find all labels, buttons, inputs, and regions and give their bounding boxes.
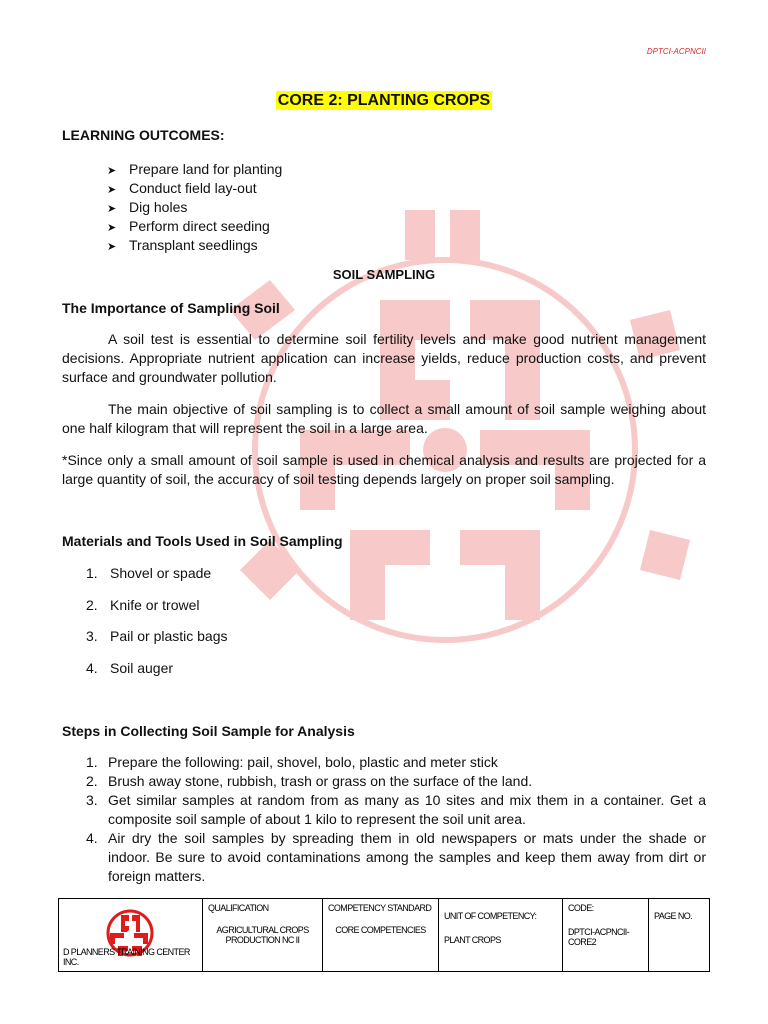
footer-table [58, 898, 710, 972]
title-block [0, 92, 768, 110]
learning-outcomes-heading: LEARNING OUTCOMES: [62, 127, 225, 143]
qualification-label: QUALIFICATION [208, 903, 269, 913]
list-item: 3. Get similar samples at random from as many as 10 sites and mix them in a container. Get a composite soil sample of about 1 kilo to represent the soil unit area. [86, 792, 706, 827]
page-title: CORE 2: PLANTING CROPS [277, 92, 491, 109]
section-title-soil-sampling: SOIL SAMPLING [332, 267, 436, 282]
page-number-label: PAGE NO. [654, 911, 693, 921]
page-number-cell [649, 899, 710, 972]
code-cell [563, 899, 649, 972]
arrow-bullet-icon: ➤ [107, 203, 117, 215]
code-label: CODE: [568, 903, 594, 913]
steps-list [62, 753, 706, 886]
arrow-bullet-icon: ➤ [107, 241, 117, 253]
list-item: 1. Shovel or spade [86, 565, 212, 581]
unit-cell [439, 899, 563, 972]
list-item: 2. Brush away stone, rubbish, trash or grass on the surface of the land. [86, 773, 533, 789]
list-item: 2. Knife or trowel [86, 596, 200, 613]
company-name: D PLANNERS TRAINING CENTER INC. [63, 947, 190, 967]
importance-paragraph: A soil test is essential to determine soil fertility levels and make good nutrient management decisions. Appropriate nutrient application can increase yields, reduce production costs, and prevent surface and groundwater pollution. [62, 331, 706, 385]
qualification-value: AGRICULTURAL CROPS PRODUCTION NC II [216, 925, 309, 945]
objective-paragraph: The main objective of soil sampling is to collect a small amount of soil sample weighing about one half kilogram that will represent the soil in a large area. [62, 401, 706, 436]
code-value: DPTCI-ACPNCII-CORE2 [568, 927, 630, 947]
steps-heading: Steps in Collecting Soil Sample for Analysis [62, 723, 355, 739]
note-paragraph: *Since only a small amount of soil sample is used in chemical analysis and results are projected for a large quantity of soil, the accuracy of soil testing depends largely on proper soil sampling. [62, 452, 706, 487]
competency-label: COMPETENCY STANDARD [328, 903, 432, 913]
arrow-bullet-icon: ➤ [107, 222, 117, 234]
document-code: DPTCI-ACPNCII [646, 47, 706, 56]
list-item: ➤ Conduct field lay-out [107, 179, 282, 198]
qualification-cell [203, 899, 323, 972]
unit-label: UNIT OF COMPETENCY: [444, 911, 537, 921]
materials-list [62, 563, 228, 689]
list-item: 4. Air dry the soil samples by spreading them in old newspapers or mats under the shade or indoor. Be sure to avoid contaminations among the samples and keep them away from dirt or foreign matters. [86, 830, 706, 884]
importance-heading: The Importance of Sampling Soil [62, 300, 280, 316]
arrow-bullet-icon: ➤ [107, 165, 117, 177]
list-item: ➤ Prepare land for planting [107, 160, 282, 179]
list-item: ➤ Transplant seedlings [107, 236, 282, 255]
list-item: 1. Prepare the following: pail, shovel, bolo, plastic and meter stick [86, 754, 498, 770]
competency-value: CORE COMPETENCIES [335, 925, 426, 935]
materials-heading: Materials and Tools Used in Soil Sampling [62, 533, 343, 549]
list-item: 3. Pail or plastic bags [86, 628, 228, 644]
footer-logo-cell [59, 899, 203, 972]
list-item: ➤ Perform direct seeding [107, 217, 282, 236]
list-item: ➤ Dig holes [107, 198, 282, 217]
learning-outcomes-list [107, 160, 282, 255]
unit-value: PLANT CROPS [444, 935, 501, 945]
arrow-bullet-icon: ➤ [107, 184, 117, 196]
competency-cell [323, 899, 439, 972]
list-item: 4. Soil auger [86, 659, 174, 676]
